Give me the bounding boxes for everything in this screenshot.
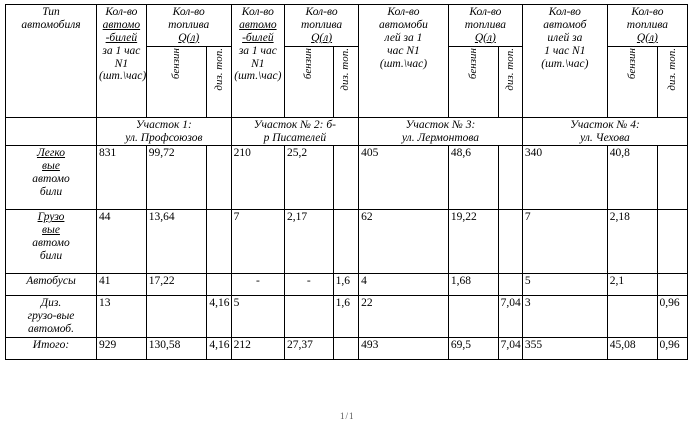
row-label-avtobusy: Автобусы [6, 274, 97, 296]
cell: 40,8 [607, 146, 657, 210]
cell: 212 [231, 338, 284, 360]
header-type-col [6, 5, 97, 118]
cell: 210 [231, 146, 284, 210]
header-g2-fuel: Кол-во топлива Q(л) [285, 5, 359, 47]
table-row [6, 274, 688, 296]
cell [333, 146, 359, 210]
cell: 19,22 [448, 210, 498, 274]
cell: 4,16 [207, 338, 231, 360]
subheader-g4-benzin: бензин [607, 46, 657, 117]
cell: 7 [231, 210, 284, 274]
section-uchastok-4: Участок № 4: ул. Чехова [522, 117, 687, 146]
fuel-consumption-table [5, 4, 688, 360]
cell: 17,22 [146, 274, 207, 296]
cell: 1,6 [333, 296, 359, 338]
cell: 7,04 [498, 338, 522, 360]
cell: 25,2 [285, 146, 334, 210]
header-g3-fuel: Кол-во топлива Q(л) [448, 5, 522, 47]
cell [657, 210, 687, 274]
cell: 22 [359, 296, 449, 338]
cell: 99,72 [146, 146, 207, 210]
cell: 831 [97, 146, 147, 210]
cell [207, 274, 231, 296]
row-label-itogo: Итого: [6, 338, 97, 360]
cell: - [231, 274, 284, 296]
subheader-g3-benzin: бензин [448, 46, 498, 117]
subheader-g2-diesel: диз. топ. [333, 46, 359, 117]
cell [146, 296, 207, 338]
row-label-legkovye: Легко вые автомо били [6, 146, 97, 210]
header-g4-cars: Кол-во автомоб илей за 1 час N1 (шт.\час) [522, 5, 607, 118]
table-row [6, 210, 688, 274]
header-type-line2: автомобиля [21, 18, 81, 31]
section-uchastok-1: Участок 1: ул. Профсоюзов [97, 117, 232, 146]
table-row-totals [6, 338, 688, 360]
cell: 493 [359, 338, 449, 360]
cell [207, 210, 231, 274]
cell: 5 [231, 296, 284, 338]
cell: 2,17 [285, 210, 334, 274]
subheader-g1-benzin: бензин [146, 46, 207, 117]
header-g1-fuel: Кол-во топлива Q(л) [146, 5, 231, 47]
cell [657, 146, 687, 210]
cell: 44 [97, 210, 147, 274]
cell [498, 146, 522, 210]
table-header-row [6, 5, 688, 47]
cell: 0,96 [657, 338, 687, 360]
cell: 62 [359, 210, 449, 274]
cell: 5 [522, 274, 607, 296]
subheader-g2-benzin: бензин [285, 46, 334, 117]
cell: 4 [359, 274, 449, 296]
header-g4-fuel: Кол-во топлива Q(л) [607, 5, 687, 47]
cell: 45,08 [607, 338, 657, 360]
cell: 27,37 [285, 338, 334, 360]
cell: 405 [359, 146, 449, 210]
header-type-line1: Тип [42, 6, 60, 18]
cell: 340 [522, 146, 607, 210]
cell [207, 146, 231, 210]
cell [498, 210, 522, 274]
cell: 48,6 [448, 146, 498, 210]
cell: 1,68 [448, 274, 498, 296]
section-empty-cell [6, 117, 97, 146]
cell: 1,6 [333, 274, 359, 296]
table-section-row [6, 117, 688, 146]
cell: 4,16 [207, 296, 231, 338]
header-g1-cars: Кол-во автомо -билей за 1 час N1 (шт.\час) [97, 5, 147, 118]
cell [448, 296, 498, 338]
cell [498, 274, 522, 296]
cell [333, 338, 359, 360]
cell: 13,64 [146, 210, 207, 274]
cell [657, 274, 687, 296]
row-label-diz-gruzovye: Диз. грузо-вые автомоб. [6, 296, 97, 338]
cell: 7,04 [498, 296, 522, 338]
cell: 13 [97, 296, 147, 338]
subheader-g1-diesel: диз. топ. [207, 46, 231, 117]
cell [333, 210, 359, 274]
subheader-g3-diesel: диз. топ. [498, 46, 522, 117]
row-label-gruzovye: Грузо вые автомо били [6, 210, 97, 274]
header-g2-cars: Кол-во автомо -билей за 1 час N1 (шт.\час) [231, 5, 284, 118]
cell: 130,58 [146, 338, 207, 360]
table-row [6, 146, 688, 210]
cell: 2,1 [607, 274, 657, 296]
table-row [6, 296, 688, 338]
cell [285, 296, 334, 338]
cell: 0,96 [657, 296, 687, 338]
cell: 69,5 [448, 338, 498, 360]
subheader-g4-diesel: диз. топ. [657, 46, 687, 117]
cell: 355 [522, 338, 607, 360]
cell: 7 [522, 210, 607, 274]
cell: 3 [522, 296, 607, 338]
section-uchastok-2: Участок № 2: б- р Писателей [231, 117, 358, 146]
cell: 929 [97, 338, 147, 360]
cell [607, 296, 657, 338]
page-number: 1/1 [340, 411, 355, 421]
cell: - [285, 274, 334, 296]
cell: 2,18 [607, 210, 657, 274]
section-uchastok-3: Участок № 3: ул. Лермонтова [359, 117, 523, 146]
header-g3-cars: Кол-во автомоби лей за 1 час N1 (шт.\час) [359, 5, 449, 118]
cell: 41 [97, 274, 147, 296]
